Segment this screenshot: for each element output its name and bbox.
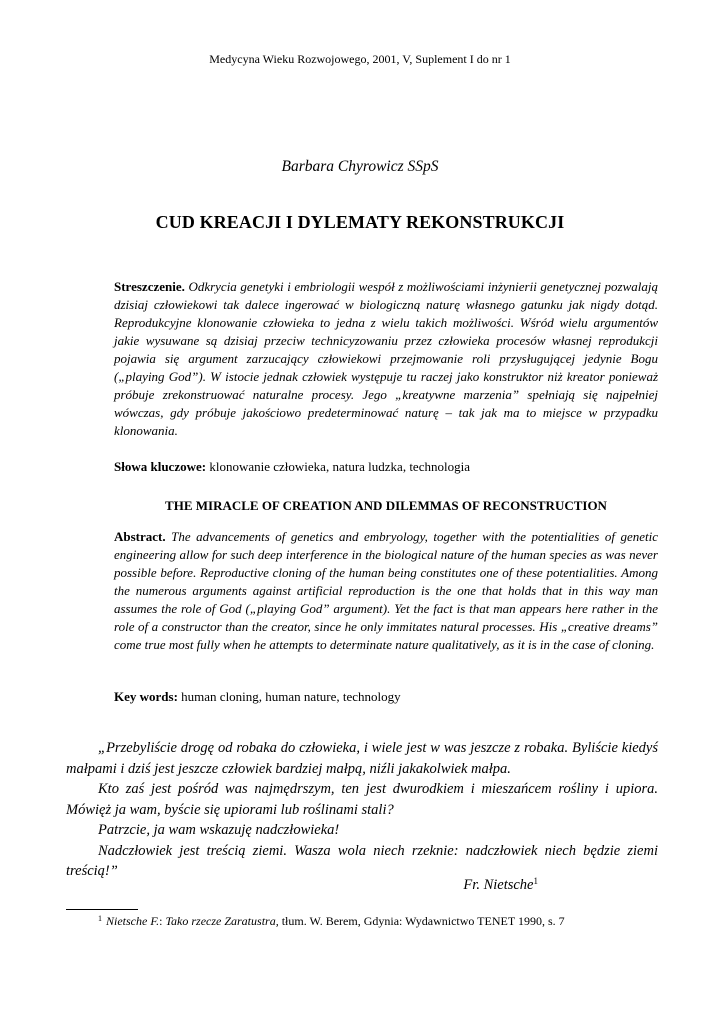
- abstract-polish-text: Odkrycia genetyki i embriologii wespół z możliwościami inżynierii genetycznej pozwalają dzisiaj człowiekowi tak dalece ingerować w biologiczną naturę własnego gatunku jak nigdy dotąd. Reprodukcyjne klonowanie człowieka to jedna z wielu takich możliwości. Wśród wielu argumentów jakie wysuwane są dzisiaj przeciw technicyzowaniu przez człowieka procesów własnej reprodukcji pojawia się argument zarzucający człowiekowi przejmowanie roli przysługującej jedynie Bogu („playing God”). W istocie jednak człowiek występuje tu raczej jako konstruktor niż kreator ponieważ próbuje zrekonstruować naturalne procesy. Jego „kreatywne marzenia” spełniają się najpełniej wówczas, gdy próbuje jakościowo predeterminować naturę – tak jak ma to miejsce w przypadku klonowania.: [114, 279, 658, 438]
- abstract-polish-label: Streszczenie.: [114, 279, 185, 294]
- keywords-polish-text: klonowanie człowieka, natura ludzka, technologia: [209, 459, 470, 474]
- motto-paragraph: Kto zaś jest pośród was najmędrszym, ten jest dwurodkiem i mieszańcem rośliny i upiora. Mówięż ja wam, byście się upiorami lub roślinami stali?: [66, 781, 658, 818]
- motto-paragraph: „Przebyliście drogę od robaka do człowieka, i wiele jest w was jeszcze z robaka. Byliście kiedyś małpami i dziś jest jeszcze człowiek bardziej małpą, niźli jakakolwiek małpa.: [66, 740, 658, 777]
- footnote-work: Tako rzecze Zaratustra,: [165, 914, 279, 928]
- abstract-english-label: Abstract.: [114, 529, 166, 544]
- motto-quote: [66, 738, 658, 882]
- footnote-reference[interactable]: 1: [533, 876, 538, 886]
- motto-paragraph: Patrzcie, ja wam wskazuję nadczłowieka!: [98, 822, 340, 838]
- footnote-colon: :: [159, 914, 166, 928]
- english-title: THE MIRACLE OF CREATION AND DILEMMAS OF RECONSTRUCTION: [165, 498, 607, 513]
- article-title: CUD KREACJI I DYLEMATY REKONSTRUKCJI: [155, 212, 565, 232]
- footnote-author: Nietsche F.: [106, 914, 160, 928]
- footnote-number: 1: [98, 914, 102, 923]
- journal-header: Medycyna Wieku Rozwojowego, 2001, V, Suplement I do nr 1: [209, 52, 511, 66]
- keywords-polish: [114, 458, 658, 476]
- author-name: Barbara Chyrowicz SSpS: [281, 158, 439, 175]
- footnote: [98, 914, 678, 929]
- keywords-english-text: human cloning, human nature, technology: [181, 689, 401, 704]
- keywords-english: [114, 688, 658, 706]
- abstract-english-text: The advancements of genetics and embryology, together with the potentialities of genetic engineering allow for such deep interference in the biological nature of the human species as was never possible before. Reproductive cloning of the human being constitutes one of these potentialities. Among the numerous arguments against artificial reproduction is the one that holds that in this way man assumes the role of God („playing God” argument). Yet the fact is that man appears here rather in the role of a constructor than the creator, since he only immitates natural processes. His „creative dreams” come true most fully when he attempts to determinate nature qualitatively, as it is in the case of cloning.: [114, 529, 658, 652]
- abstract-english: [114, 528, 658, 654]
- footnote-rest: tłum. W. Berem, Gdynia: Wydawnictwo TENET 1990, s. 7: [278, 914, 565, 928]
- keywords-english-label: Key words:: [114, 689, 178, 704]
- abstract-polish: [114, 278, 658, 440]
- signature-text: Fr. Nietsche: [463, 877, 534, 893]
- keywords-polish-label: Słowa kluczowe:: [114, 459, 207, 474]
- motto-signature: [380, 876, 538, 894]
- motto-paragraph: Nadczłowiek jest treścią ziemi. Wasza wola niech rzeknie: nadczłowiek niech będzie ziemi treścią!”: [66, 842, 658, 879]
- footnote-divider: [66, 909, 138, 910]
